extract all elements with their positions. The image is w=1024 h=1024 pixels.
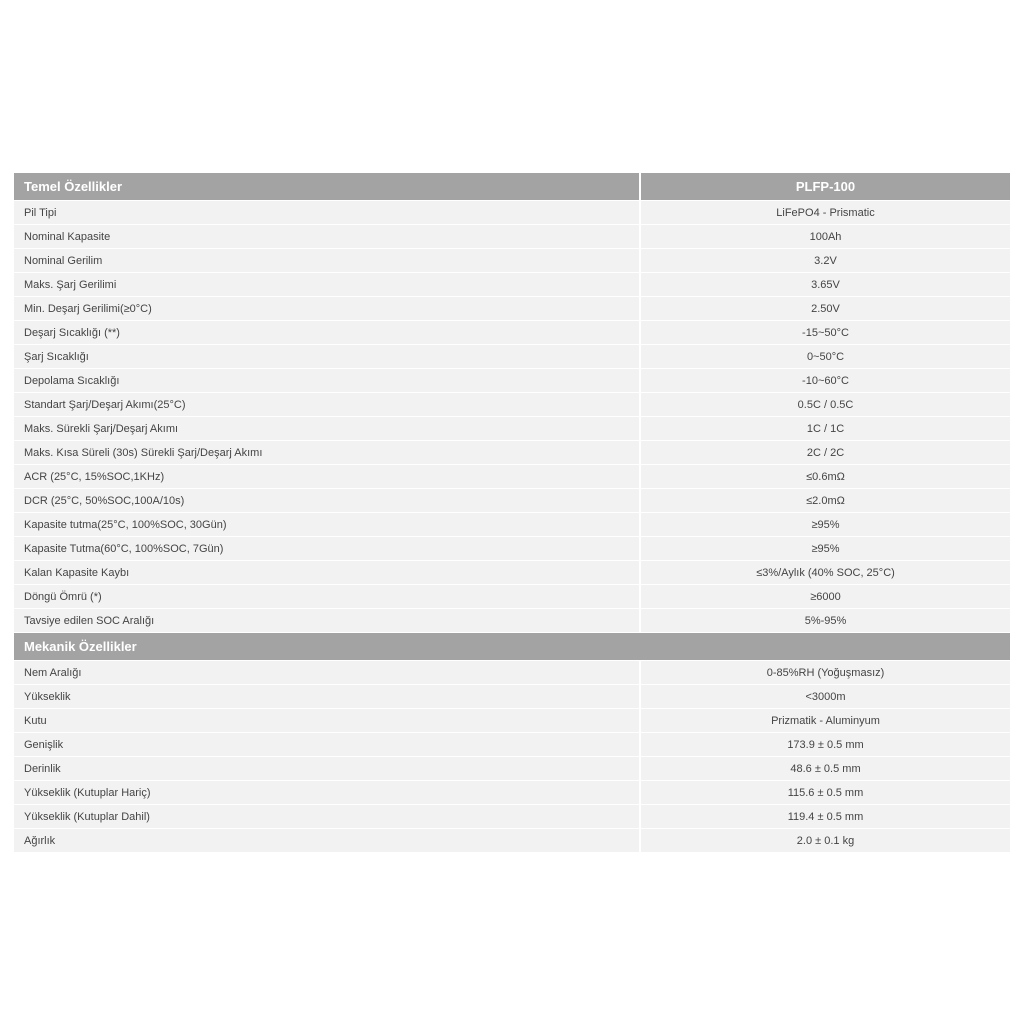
spec-label: Pil Tipi: [14, 201, 640, 225]
table-row: [14, 733, 1010, 757]
spec-label: Maks. Kısa Süreli (30s) Sürekli Şarj/Deşarj Akımı: [14, 441, 640, 465]
table-row: [14, 609, 1010, 633]
table-row: [14, 273, 1010, 297]
spec-label: Standart Şarj/Deşarj Akımı(25°C): [14, 393, 640, 417]
spec-label: Yükseklik (Kutuplar Dahil): [14, 805, 640, 829]
table-row: [14, 249, 1010, 273]
spec-value: ≤0.6mΩ: [640, 465, 1010, 489]
spec-table: [14, 173, 1010, 853]
table-row: [14, 489, 1010, 513]
table-row: [14, 201, 1010, 225]
table-row: [14, 661, 1010, 685]
spec-value: 0.5C / 0.5C: [640, 393, 1010, 417]
spec-table-body: [14, 173, 1010, 853]
spec-value: ≥95%: [640, 513, 1010, 537]
spec-value: 119.4 ± 0.5 mm: [640, 805, 1010, 829]
table-row: [14, 393, 1010, 417]
table-row: [14, 561, 1010, 585]
table-row: [14, 297, 1010, 321]
spec-label: Yükseklik (Kutuplar Hariç): [14, 781, 640, 805]
spec-label: Tavsiye edilen SOC Aralığı: [14, 609, 640, 633]
spec-value: LiFePO4 - Prismatic: [640, 201, 1010, 225]
spec-label: DCR (25°C, 50%SOC,100A/10s): [14, 489, 640, 513]
table-row: [14, 537, 1010, 561]
spec-label: Nominal Kapasite: [14, 225, 640, 249]
spec-value: 100Ah: [640, 225, 1010, 249]
spec-label: Genişlik: [14, 733, 640, 757]
section-header-row: [14, 173, 1010, 201]
spec-label: Maks. Sürekli Şarj/Deşarj Akımı: [14, 417, 640, 441]
spec-label: Kutu: [14, 709, 640, 733]
section-title: Mekanik Özellikler: [14, 633, 1010, 661]
table-row: [14, 321, 1010, 345]
spec-label: Deşarj Sıcaklığı (**): [14, 321, 640, 345]
table-row: [14, 585, 1010, 609]
spec-value: -15~50°C: [640, 321, 1010, 345]
spec-value: 115.6 ± 0.5 mm: [640, 781, 1010, 805]
spec-value: 1C / 1C: [640, 417, 1010, 441]
spec-label: ACR (25°C, 15%SOC,1KHz): [14, 465, 640, 489]
table-row: [14, 225, 1010, 249]
spec-value: ≥95%: [640, 537, 1010, 561]
table-row: [14, 465, 1010, 489]
table-row: [14, 709, 1010, 733]
spec-label: Derinlik: [14, 757, 640, 781]
spec-label: Döngü Ömrü (*): [14, 585, 640, 609]
spec-label: Depolama Sıcaklığı: [14, 369, 640, 393]
table-row: [14, 805, 1010, 829]
table-row: [14, 513, 1010, 537]
table-row: [14, 685, 1010, 709]
spec-label: Şarj Sıcaklığı: [14, 345, 640, 369]
table-row: [14, 345, 1010, 369]
spec-value: ≤2.0mΩ: [640, 489, 1010, 513]
table-row: [14, 829, 1010, 853]
spec-value: 173.9 ± 0.5 mm: [640, 733, 1010, 757]
spec-label: Nominal Gerilim: [14, 249, 640, 273]
spec-value: -10~60°C: [640, 369, 1010, 393]
section-title: Temel Özellikler: [14, 173, 640, 201]
spec-value: 48.6 ± 0.5 mm: [640, 757, 1010, 781]
section-header-row: [14, 633, 1010, 661]
spec-value: 0~50°C: [640, 345, 1010, 369]
table-row: [14, 417, 1010, 441]
model-name-header: PLFP-100: [640, 173, 1010, 201]
spec-value: Prizmatik - Aluminyum: [640, 709, 1010, 733]
table-row: [14, 441, 1010, 465]
spec-label: Min. Deşarj Gerilimi(≥0°C): [14, 297, 640, 321]
spec-label: Yükseklik: [14, 685, 640, 709]
spec-label: Ağırlık: [14, 829, 640, 853]
spec-value: ≤3%/Aylık (40% SOC, 25°C): [640, 561, 1010, 585]
spec-value: 2C / 2C: [640, 441, 1010, 465]
spec-value: 2.50V: [640, 297, 1010, 321]
spec-label: Kapasite Tutma(60°C, 100%SOC, 7Gün): [14, 537, 640, 561]
spec-value: 2.0 ± 0.1 kg: [640, 829, 1010, 853]
spec-label: Maks. Şarj Gerilimi: [14, 273, 640, 297]
spec-value: 3.2V: [640, 249, 1010, 273]
table-row: [14, 757, 1010, 781]
spec-label: Nem Aralığı: [14, 661, 640, 685]
spec-value: 5%-95%: [640, 609, 1010, 633]
spec-value: 0-85%RH (Yoğuşmasız): [640, 661, 1010, 685]
spec-value: 3.65V: [640, 273, 1010, 297]
spec-label: Kapasite tutma(25°C, 100%SOC, 30Gün): [14, 513, 640, 537]
spec-label: Kalan Kapasite Kaybı: [14, 561, 640, 585]
spec-value: <3000m: [640, 685, 1010, 709]
spec-value: ≥6000: [640, 585, 1010, 609]
table-row: [14, 781, 1010, 805]
table-row: [14, 369, 1010, 393]
